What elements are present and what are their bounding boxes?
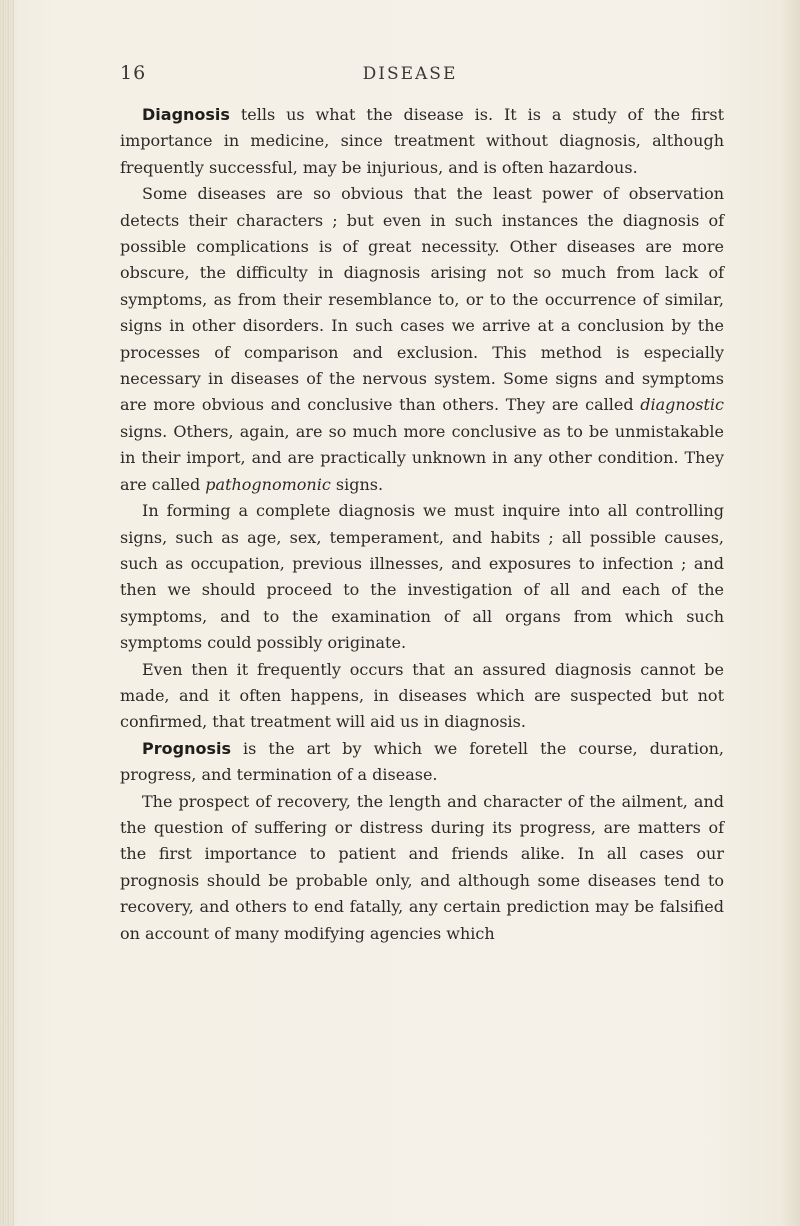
paragraph-text: Even then it frequently occurs that an assured diagnosis cannot be made, and it often happens, in diseases which are suspected but not confirmed, that treatment will aid us in diagnosis.: [120, 659, 724, 732]
paragraph-prospect-of-recovery: [120, 789, 724, 947]
paragraph-text: tells us what the disease is. It is a study of the first importance in medicine, since treatment without diagnosis, although frequently successful, may be injurious, and is often hazardous.: [120, 105, 724, 177]
paragraph-text: In forming a complete diagnosis we must inquire into all controlling signs, such as age, sex, temperament, and habits ; all possible causes, such as occupation, previous illnesses, and exposures to infection ; and then we should proceed to the investigation of all and each of the symptoms, and to the examination of all organs from which such symptoms could possibly originate.: [120, 501, 724, 653]
running-head: DISEASE: [362, 64, 458, 84]
section-lead-prognosis: Prognosis: [142, 738, 231, 758]
term-pathognomonic: pathognomonic: [205, 474, 331, 494]
paragraph-obvious-diseases: [120, 181, 724, 498]
paragraph-text: The prospect of recovery, the length and character of the ailment, and the question of suffering or distress during its progress, are matters of the first importance to patient and friends alike. In all cases our prognosis should be probable only, and although some diseases tend to recovery, and others to end fatally, any certain prediction may be falsified on account of many modifying agencies which: [120, 791, 724, 943]
page-number: 16: [120, 62, 147, 84]
paragraph-assured-diagnosis: [120, 657, 724, 736]
paragraph-text: signs.: [330, 474, 384, 494]
body-text: [120, 102, 724, 947]
page-header: [0, 62, 800, 88]
paragraph-prognosis: [120, 736, 724, 789]
section-lead-diagnosis: Diagnosis: [142, 105, 230, 124]
binding-gutter: [0, 0, 14, 1226]
paragraph-text: is the art by which we foretell the course, duration, progress, and termination of a disease.: [120, 738, 724, 785]
paragraph-complete-diagnosis: [120, 498, 724, 656]
paragraph-text: signs. Others, again, are so much more conclusive as to be unmistakable in their import, and are practically unknown in any other condition. They are called: [120, 421, 724, 494]
paragraph-diagnosis: [120, 102, 724, 181]
paragraph-text: Some diseases are so obvious that the least power of observation detects their characters ; but even in such instances the diagnosis of possible complications is of great necessity. Other diseases are more obscure, the difficulty in diagnosis arising not so much from lack of symptoms, as from their resemblance to, or to the occurrence of similar, signs in other disorders. In such cases we arrive at a conclusion by the processes of comparison and exclusion. This method is especially necessary in diseases of the nervous system. Some signs and symptoms are more obvious and conclusive than others. They are called: [120, 184, 724, 415]
term-diagnostic: diagnostic: [640, 395, 724, 415]
